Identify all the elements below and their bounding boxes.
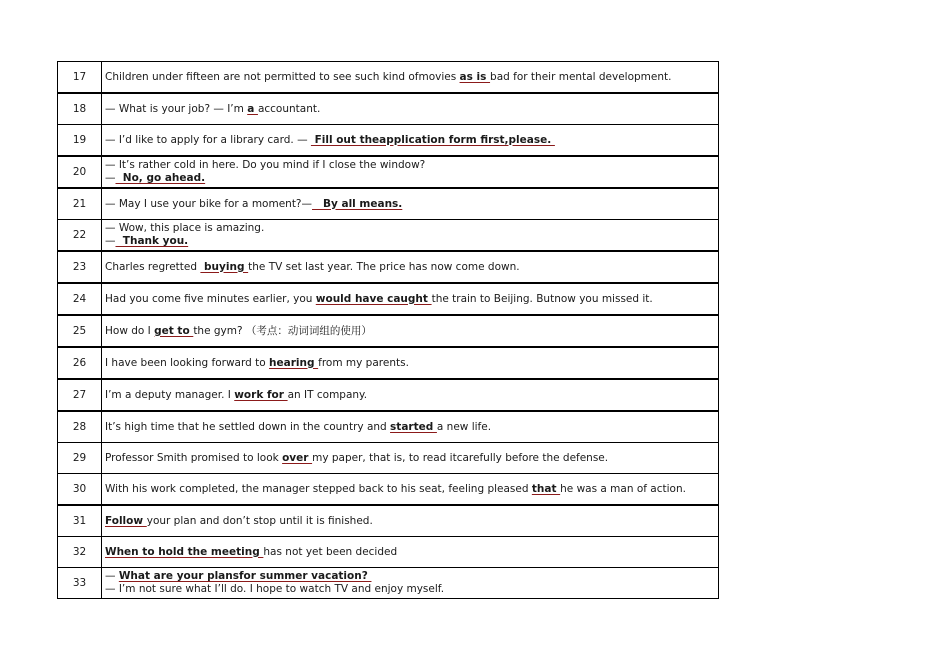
question-line	[105, 103, 718, 116]
prompt-text: the TV set last year. The price has now come down.	[248, 260, 520, 273]
answer-text: a	[247, 102, 258, 115]
answer-text: as is	[459, 70, 491, 83]
table-row	[58, 315, 719, 347]
prompt-text: the train to Beijing. Butnow you missed it.	[431, 292, 653, 305]
question-number: 28	[58, 411, 102, 443]
answer-text: No, go ahead.	[115, 172, 206, 184]
question-text	[102, 568, 719, 599]
question-line	[105, 583, 718, 596]
question-number: 17	[58, 62, 102, 94]
table-row	[58, 156, 719, 188]
prompt-text: —	[105, 570, 119, 582]
prompt-text: an IT company.	[287, 388, 368, 401]
table-row	[58, 347, 719, 379]
question-text	[102, 443, 719, 474]
answer-text: Fill out theapplication form first,please.	[310, 133, 555, 146]
prompt-text: accountant.	[257, 102, 321, 115]
question-text	[102, 347, 719, 379]
prompt-text: How do I	[105, 324, 155, 337]
prompt-text: — What is your job? — I’m	[105, 102, 248, 115]
prompt-text: —	[105, 235, 116, 247]
question-text	[102, 62, 719, 94]
answer-text: By all means.	[312, 197, 403, 210]
question-line	[105, 325, 718, 338]
prompt-text: — May I use your bike for a moment?—	[105, 197, 313, 210]
prompt-text: It’s high time that he settled down in the country and	[105, 420, 391, 433]
question-text	[102, 188, 719, 220]
question-text	[102, 379, 719, 411]
table-row	[58, 188, 719, 220]
question-text	[102, 93, 719, 125]
question-number: 22	[58, 220, 102, 252]
question-text	[102, 505, 719, 537]
table-row	[58, 379, 719, 411]
answer-text: Follow	[105, 514, 147, 527]
question-line	[105, 172, 718, 185]
question-number: 26	[58, 347, 102, 379]
exercise-table-body	[58, 62, 719, 599]
table-row	[58, 568, 719, 599]
question-line	[105, 452, 718, 465]
question-line	[105, 261, 718, 274]
answer-text: work for	[234, 388, 288, 401]
question-line	[105, 235, 718, 248]
question-number: 19	[58, 125, 102, 157]
prompt-text: — Wow, this place is amazing.	[105, 222, 265, 234]
table-row	[58, 443, 719, 474]
prompt-text: a new life.	[436, 420, 492, 433]
answer-text: over	[282, 451, 313, 464]
question-number: 32	[58, 537, 102, 568]
question-text	[102, 537, 719, 568]
question-line	[105, 515, 718, 528]
prompt-text: — It’s rather cold in here. Do you mind if I close the window?	[105, 159, 426, 171]
question-number: 20	[58, 156, 102, 188]
prompt-text: Professor Smith promised to look	[105, 451, 283, 464]
question-line	[105, 389, 718, 402]
table-row	[58, 411, 719, 443]
question-text	[102, 156, 719, 188]
question-number: 31	[58, 505, 102, 537]
question-line	[105, 483, 718, 496]
table-row	[58, 125, 719, 157]
prompt-text: from my parents.	[318, 356, 409, 369]
table-row	[58, 220, 719, 252]
table-row	[58, 505, 719, 537]
question-number: 21	[58, 188, 102, 220]
question-text	[102, 474, 719, 506]
question-number: 18	[58, 93, 102, 125]
prompt-text: he was a man of action.	[560, 482, 686, 495]
question-text	[102, 251, 719, 283]
answer-text: get to	[154, 324, 194, 337]
question-line	[105, 570, 718, 583]
question-line	[105, 357, 718, 370]
answer-text: that	[531, 482, 561, 495]
question-line	[105, 293, 718, 306]
table-row	[58, 537, 719, 568]
exercise-table	[57, 61, 719, 599]
question-line	[105, 159, 718, 172]
prompt-text: your plan and don’t stop until it is finished.	[146, 514, 373, 527]
table-row	[58, 93, 719, 125]
prompt-text: — I’d like to apply for a library card. —	[105, 133, 311, 146]
answer-text: When to hold the meeting	[105, 545, 264, 558]
answer-text: buying	[200, 260, 249, 273]
answer-text: started	[390, 420, 437, 433]
table-row	[58, 251, 719, 283]
question-line	[105, 134, 718, 147]
answer-text: hearing	[269, 356, 319, 369]
prompt-text: I’m a deputy manager. I	[105, 388, 235, 401]
question-text	[102, 125, 719, 157]
answer-text: What are your plansfor summer vacation?	[118, 570, 372, 582]
prompt-text: With his work completed, the manager stepped back to his seat, feeling pleased	[105, 482, 532, 495]
question-number: 25	[58, 315, 102, 347]
prompt-text: has not yet been decided	[263, 545, 398, 558]
answer-text: would have caught	[315, 292, 432, 305]
table-row	[58, 474, 719, 506]
question-line	[105, 546, 718, 559]
question-line	[105, 421, 718, 434]
question-number: 30	[58, 474, 102, 506]
prompt-text: — I’m not sure what I’ll do. I hope to watch TV and enjoy myself.	[105, 583, 445, 595]
prompt-text: bad for their mental development.	[490, 70, 672, 83]
table-row	[58, 62, 719, 94]
question-line	[105, 198, 718, 211]
question-text	[102, 315, 719, 347]
question-text	[102, 283, 719, 315]
question-number: 24	[58, 283, 102, 315]
question-number: 27	[58, 379, 102, 411]
prompt-text: my paper, that is, to read itcarefully before the defense.	[312, 451, 609, 464]
prompt-text: the gym? （考点：动词词组的使用）	[193, 324, 372, 337]
prompt-text: I have been looking forward to	[105, 356, 270, 369]
prompt-text: Had you come five minutes earlier, you	[105, 292, 316, 305]
answer-text: Thank you.	[115, 235, 189, 247]
prompt-text: Children under fifteen are not permitted to see such kind ofmovies	[105, 70, 460, 83]
question-text	[102, 411, 719, 443]
question-number: 23	[58, 251, 102, 283]
question-number: 33	[58, 568, 102, 599]
prompt-text: —	[105, 172, 116, 184]
question-line	[105, 71, 718, 84]
question-text	[102, 220, 719, 252]
question-number: 29	[58, 443, 102, 474]
question-line	[105, 222, 718, 235]
table-row	[58, 283, 719, 315]
prompt-text: Charles regretted	[105, 260, 201, 273]
